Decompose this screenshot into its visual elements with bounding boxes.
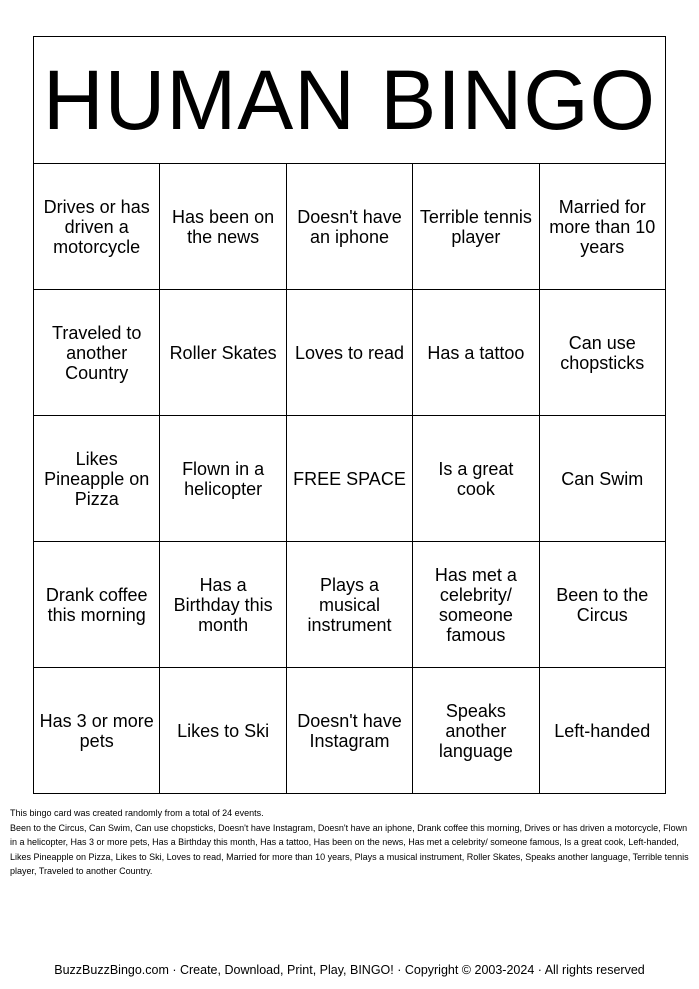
bingo-row <box>34 416 666 542</box>
bingo-cell: Has been on the news <box>160 164 286 290</box>
bingo-cell: Drank coffee this morning <box>34 542 160 668</box>
free-space-cell: FREE SPACE <box>286 416 412 542</box>
bingo-cell: Drives or has driven a motorcycle <box>34 164 160 290</box>
bingo-cell: Married for more than 10 years <box>539 164 665 290</box>
bingo-cell: Roller Skates <box>160 290 286 416</box>
bingo-cell: Loves to read <box>286 290 412 416</box>
bingo-cell: Has met a celebrity/ someone famous <box>413 542 539 668</box>
card-title: HUMAN BINGO <box>34 37 666 164</box>
bingo-cell: Speaks another language <box>413 668 539 794</box>
bingo-card <box>33 36 666 794</box>
bingo-cell: Flown in a helicopter <box>160 416 286 542</box>
bingo-cell: Can use chopsticks <box>539 290 665 416</box>
bingo-cell: Left-handed <box>539 668 665 794</box>
note-intro: This bingo card was created randomly from a total of 24 events. <box>10 808 264 818</box>
footer-copyright: BuzzBuzzBingo.com · Create, Download, Print, Play, BINGO! · Copyright © 2003-2024 · All rights reserved <box>54 963 645 977</box>
bingo-cell: Plays a musical instrument <box>286 542 412 668</box>
bingo-cell: Has a tattoo <box>413 290 539 416</box>
bingo-cell: Can Swim <box>539 416 665 542</box>
note-events: Been to the Circus, Can Swim, Can use chopsticks, Doesn't have Instagram, Doesn't have an iphone, Drank coffee this morning, Drives or has driven a motorcycle, Flown in a helicopter, Has 3 or more pets, Has a Birthday this month, Has a tattoo, Has been on the news, Has met a celebrity/ someone famous, Is a great cook, Left-handed, Likes Pineapple on Pizza, Likes to Ski, Loves to read, Married for more than 10 years, Plays a musical instrument, Roller Skates, Speaks another language, Terrible tennis player, Traveled to another Country. <box>10 822 689 876</box>
bingo-cell: Doesn't have an iphone <box>286 164 412 290</box>
bingo-row <box>34 542 666 668</box>
bingo-cell: Likes Pineapple on Pizza <box>34 416 160 542</box>
bingo-row <box>34 290 666 416</box>
bingo-row <box>34 668 666 794</box>
bingo-cell: Traveled to another Country <box>34 290 160 416</box>
bingo-row <box>34 164 666 290</box>
bingo-cell: Has 3 or more pets <box>34 668 160 794</box>
bingo-cell: Doesn't have Instagram <box>286 668 412 794</box>
bingo-cell: Is a great cook <box>413 416 539 542</box>
card-note <box>10 806 690 879</box>
bingo-cell: Terrible tennis player <box>413 164 539 290</box>
bingo-cell: Likes to Ski <box>160 668 286 794</box>
bingo-cell: Been to the Circus <box>539 542 665 668</box>
bingo-cell: Has a Birthday this month <box>160 542 286 668</box>
